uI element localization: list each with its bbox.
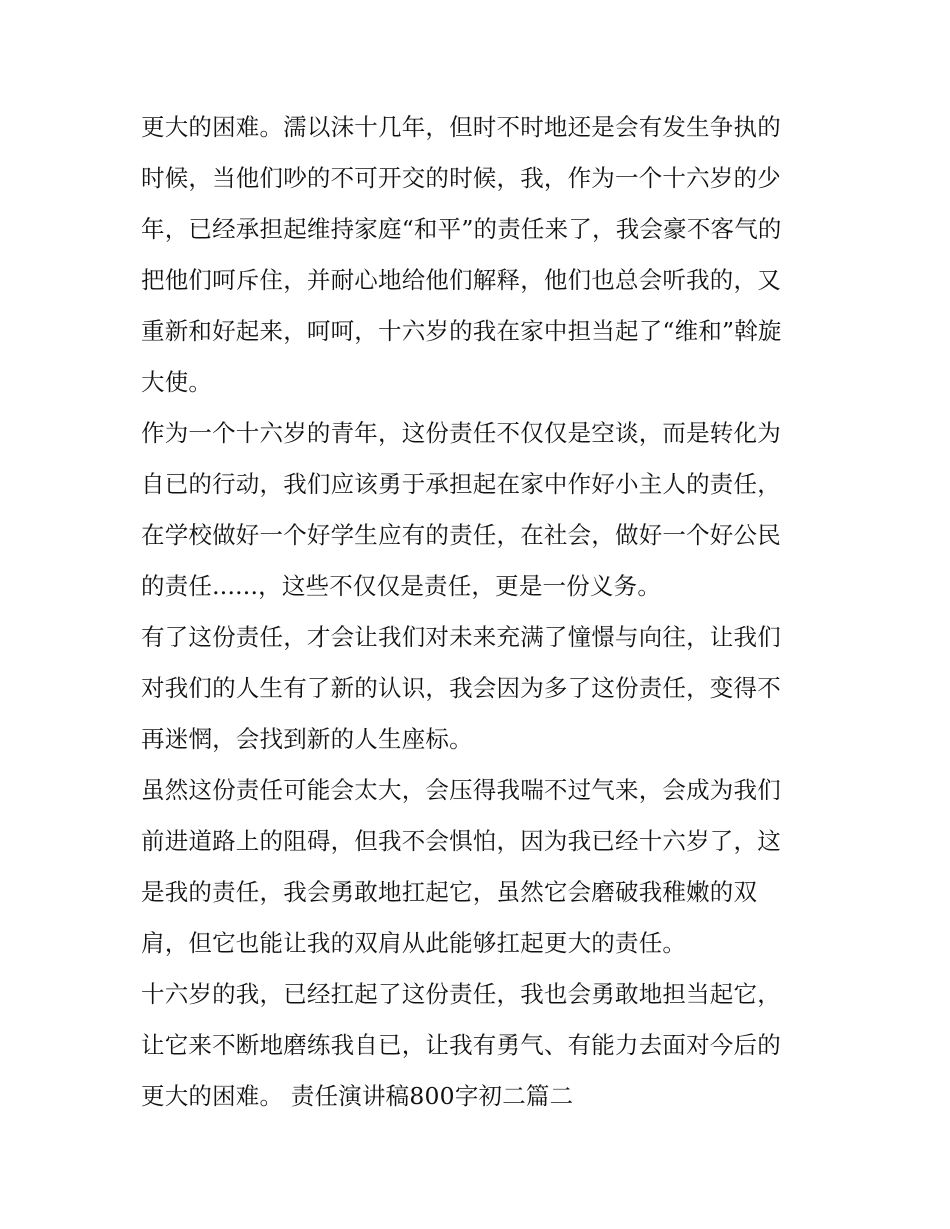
text-line: 对我们的人生有了新的认识，我会因为多了这份责任，变得不 (141, 674, 781, 702)
text-line: 更大的困难。濡以沫十几年，但时不时地还是会有发生争执的 (141, 113, 781, 141)
text-line: 肩，但它也能让我的双肩从此能够扛起更大的责任。 (141, 929, 687, 957)
text-line: 年，已经承担起维持家庭“和平”的责任来了，我会豪不客气的 (141, 215, 782, 243)
text-line: 有了这份责任，才会让我们对未来充满了憧憬与向往，让我们 (141, 623, 781, 651)
text-line: 虽然这份责任可能会太大，会压得我喘不过气来，会成为我们 (141, 776, 781, 804)
text-line: 更大的困难。 责任演讲稿800字初二篇二 (141, 1082, 574, 1110)
text-line: 前进道路上的阻碍，但我不会惧怕，因为我已经十六岁了，这 (141, 827, 781, 855)
text-line: 让它来不断地磨练我自已，让我有勇气、有能力去面对今后的 (141, 1031, 781, 1059)
text-line: 作为一个十六岁的青年，这份责任不仅仅是空谈，而是转化为 (141, 419, 781, 447)
document-body (141, 102, 821, 1122)
text-line: 的责任......，这些不仅仅是责任，更是一份义务。 (141, 572, 662, 600)
text-line: 把他们呵斥住，并耐心地给他们解释，他们也总会听我的，又 (141, 266, 781, 294)
text-line: 重新和好起来，呵呵，十六岁的我在家中担当起了“维和”斡旋 (141, 317, 782, 345)
text-line: 大使。 (141, 368, 213, 396)
text-line: 时候，当他们吵的不可开交的时候，我，作为一个十六岁的少 (141, 164, 781, 192)
text-line: 再迷惘，会找到新的人生座标。 (141, 725, 473, 753)
text-line: 在学校做好一个好学生应有的责任，在社会，做好一个好公民 (141, 521, 781, 549)
text-line: 自已的行动，我们应该勇于承担起在家中作好小主人的责任， (141, 470, 781, 498)
text-line: 十六岁的我，已经扛起了这份责任，我也会勇敢地担当起它， (141, 980, 781, 1008)
text-line: 是我的责任，我会勇敢地扛起它，虽然它会磨破我稚嫩的双 (141, 878, 758, 906)
